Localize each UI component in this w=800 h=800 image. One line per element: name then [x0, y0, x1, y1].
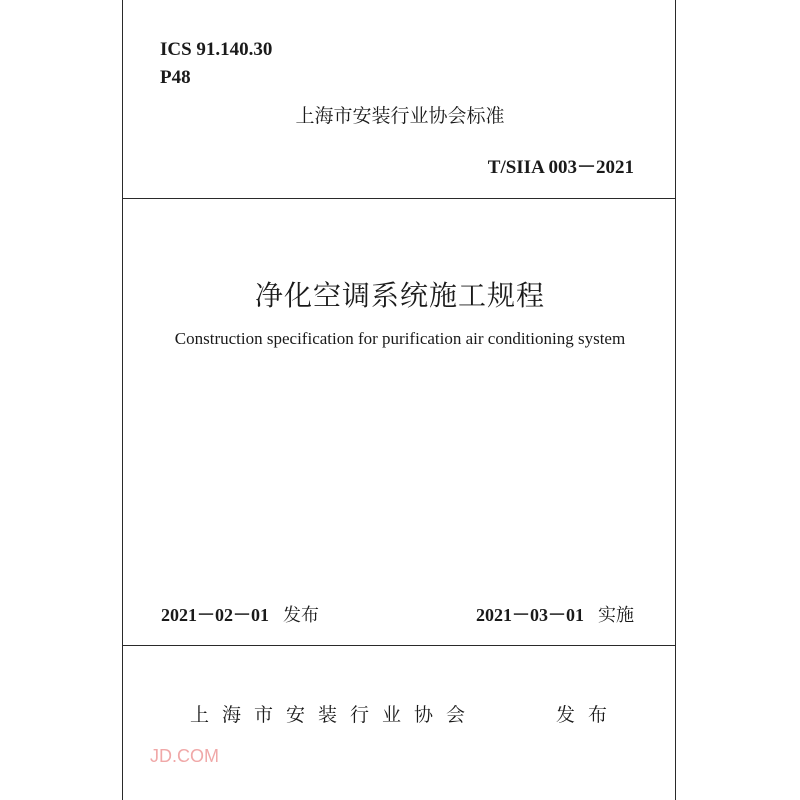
issue-date: 2021－02－01: [161, 605, 269, 625]
publisher-name: 上海市安装行业协会: [190, 704, 479, 726]
implementation-date-line: [476, 606, 634, 625]
ics-code: ICS 91.140.30: [160, 39, 273, 60]
header-divider: [122, 198, 676, 199]
standard-number: T/SIIA 003－2021: [487, 157, 634, 178]
issue-date-line: [161, 606, 319, 625]
implementation-date: 2021－03－01: [476, 605, 584, 625]
publish-label: 发布: [556, 704, 621, 726]
jd-watermark: JD.COM: [150, 746, 219, 766]
classification-code: P48: [160, 67, 191, 88]
document-title-chinese: 净化空调系统施工规程: [254, 279, 545, 312]
footer-divider: [122, 645, 676, 646]
document-title-english: Construction specification for purification air conditioning system: [174, 329, 626, 348]
issue-label: 发布: [283, 605, 319, 626]
organization-standard-label: 上海市安装行业协会标准: [295, 105, 505, 127]
implementation-label: 实施: [598, 605, 634, 626]
